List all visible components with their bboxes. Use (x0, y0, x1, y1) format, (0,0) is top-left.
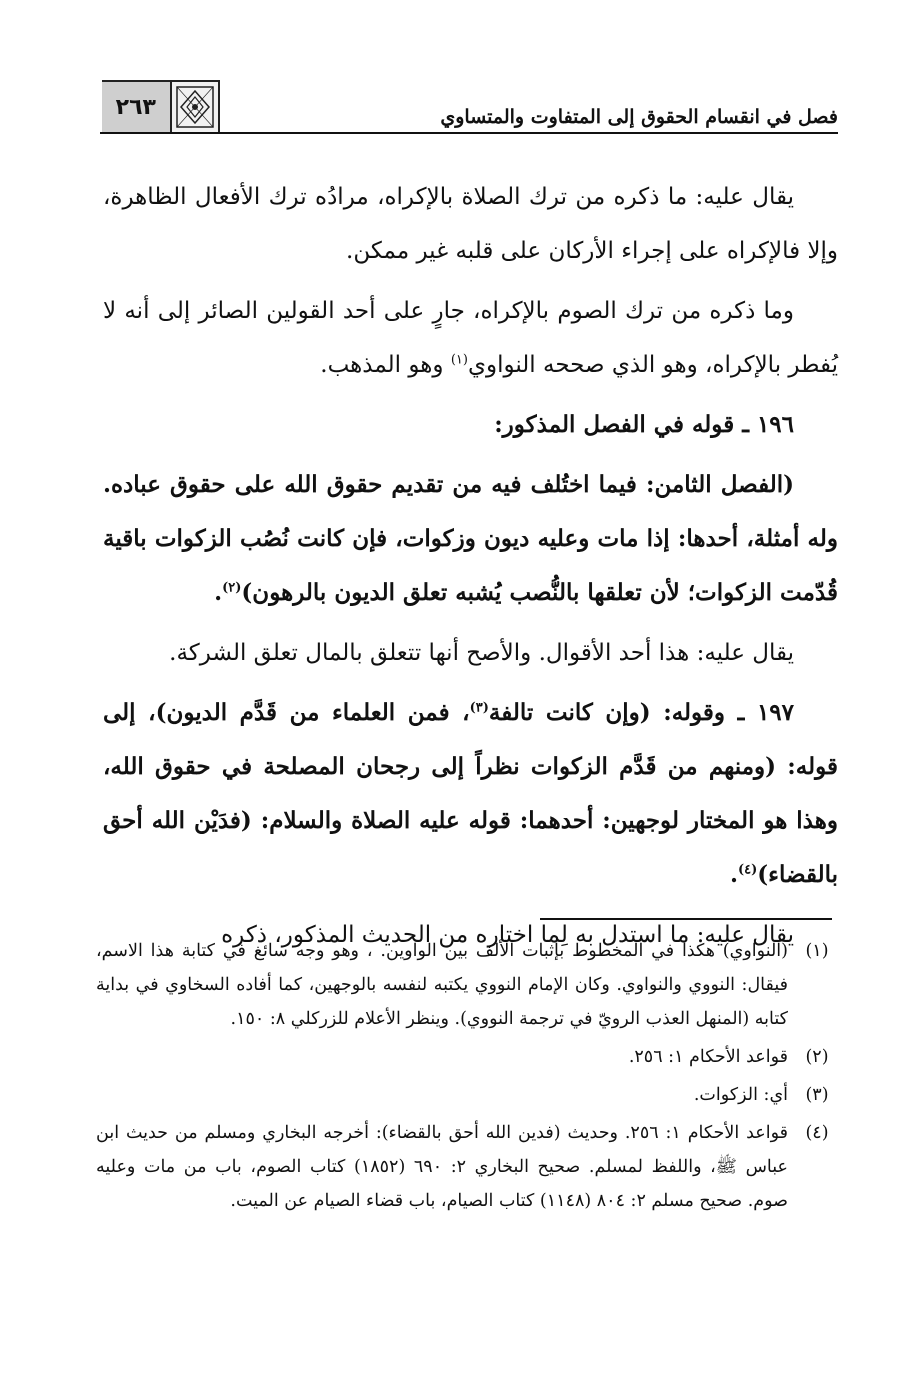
heading-text: ١٩٦ ـ قوله في الفصل المذكور: (494, 411, 794, 438)
paragraph-text: ١٩٧ ـ وقوله: (وإن كانت تالفة (488, 699, 794, 726)
quoted-paragraph (103, 686, 838, 902)
footnote-text: قواعد الأحكام ١: ٢٥٦. وحديث (فدين الله أحق بالقضاء): أخرجه البخاري ومسلم من حديث ابن عباس ﷺ، واللفظ لمسلم. صحيح البخاري ٢: ٦٩٠ (١٨٥٢) كتاب الصوم، باب من مات وعليه صوم. صحيح مسلم ٢: ٨٠٤ (١١٤٨) كتاب الصيام، باب قضاء الصيام عن الميت. (96, 1123, 788, 1211)
paragraph (103, 284, 838, 392)
footnote-number: (١) (805, 941, 829, 961)
footnotes (96, 934, 836, 1222)
quoted-paragraph (103, 458, 838, 620)
footnote-ref: (١) (450, 352, 468, 368)
footnote-text: أي: الزكوات. (693, 1085, 788, 1105)
footnote-number: (٣) (805, 1085, 829, 1105)
running-title: فصل في انقسام الحقوق إلى المتفاوت والمتساوي (440, 106, 838, 128)
footnote-number: (٢) (805, 1047, 829, 1067)
footnote-number: (٤) (805, 1123, 829, 1143)
paragraph-text: يقال عليه: ما ذكره من ترك الصلاة بالإكراه، مرادُه ترك الأفعال الظاهرة، وإلا فالإكراه على إجراء الأركان على قلبه غير ممكن. (103, 184, 838, 264)
header-rule (100, 132, 838, 134)
paragraph-text: . (729, 861, 738, 888)
page-header (100, 78, 838, 134)
footnote (96, 1078, 836, 1112)
paragraph-text: (الفصل الثامن: فيما اختُلف فيه من تقديم حقوق الله على حقوق عباده. وله أمثلة، أحدها: إذا مات وعليه ديون وزكوات، فإن كانت نُصُب الزكوات باقية قُدّمت الزكوات؛ لأن تعلقها بالنُّصب يُشبه تعلق الديون بالرهون) (103, 471, 838, 606)
paragraph-text: . (214, 579, 223, 606)
footnote (96, 934, 836, 1036)
footnote-separator (540, 918, 832, 920)
main-text (103, 170, 838, 968)
paragraph-text: ، فمن العلماء من قَدَّم الديون)، إلى قوله: (ومنهم من قَدَّم الزكوات نظراً إلى رجحان المصلحة في حقوق الله، وهذا هو المختار لوجهين: أحدهما: قوله عليه الصلاة والسلام: (فدَيْن الله أحق بالقضاء) (103, 699, 838, 888)
footnote-text: قواعد الأحكام ١: ٢٥٦. (628, 1047, 788, 1067)
paragraph-text: وما ذكره من ترك الصوم بالإكراه، جارٍ على أحد القولين الصائر إلى أنه لا يُفطر بالإكراه، وهو الذي صححه النواوي (103, 298, 838, 378)
footnote (96, 1040, 836, 1074)
paragraph-text: يقال عليه: هذا أحد الأقوال. والأصح أنها تتعلق بالمال تعلق الشركة. (169, 640, 794, 666)
footnote (96, 1116, 836, 1218)
page-number: ٢٦٣ (102, 82, 170, 132)
paragraph-text: وهو المذهب. (320, 352, 451, 378)
footnote-ref: (٣) (469, 700, 489, 716)
footnote-ref: (٢) (222, 580, 242, 596)
footnote-text: (النواوي) هكذا في المخطوط بإثبات الألف بين الواوين. ، وهو وجه سائغ في كتابة هذا الاسم، فيقال: النووي والنواوي. وكان الإمام النووي يكتبه لنفسه بالوجهين، كما أفاده السخاوي في بداية كتابه (المنهل العذب الرويّ في ترجمة النووي). وينظر الأعلام للزركلي ٨: ١٥٠. (96, 941, 788, 1029)
page-number-box (102, 80, 220, 132)
paragraph (103, 170, 838, 278)
paragraph-text: يقال عليه: ما استدل به لِما اختاره من الحديث المذكور، ذكره (221, 922, 794, 948)
section-heading (103, 398, 838, 452)
footnote-ref: (٤) (738, 862, 758, 878)
ornament-icon (170, 82, 220, 132)
paragraph (103, 626, 838, 680)
